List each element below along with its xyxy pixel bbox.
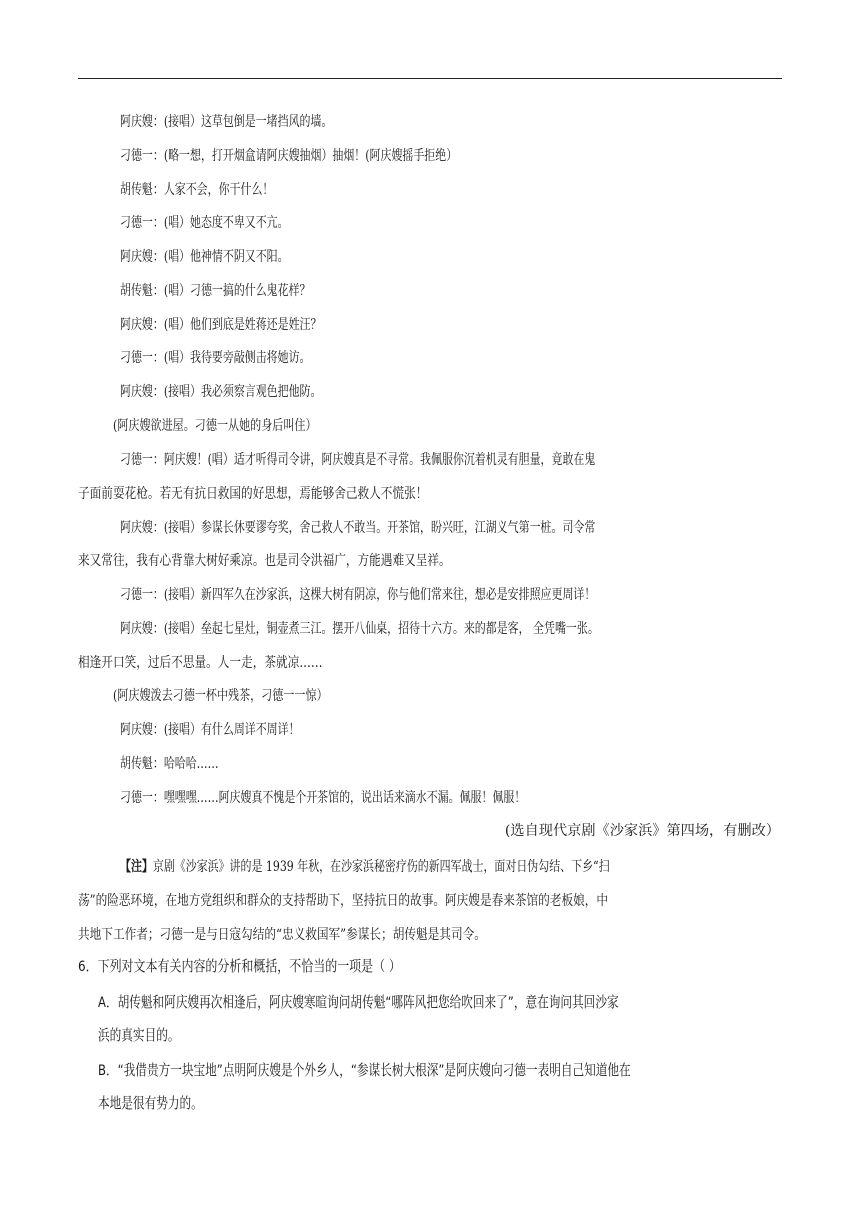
option-a: A．胡传魁和阿庆嫂再次相逢后，阿庆嫂寒暄询问胡传魁“哪阵风把您给吹回来了”，意在询问其回沙家 [98,994,619,1011]
script-line: 阿庆嫂：(接唱）参谋长休要谬夸奖，舍己救人不敢当。开茶馆，盼兴旺，江湖义气第一桩。司令常 [120,520,596,536]
script-line: 相逢开口笑，过后不思量。人一走，茶就凉…… [78,655,323,671]
option-a-continued: 浜的真实目的。 [98,1027,180,1044]
script-line: 刁德一：(唱）我待要旁敲侧击将她访。 [120,350,311,366]
script-line: 阿庆嫂：(唱）他们到底是姓蒋还是姓汪？ [120,317,322,333]
annotation-line [120,857,784,877]
script-line: 刁德一：(唱）她态度不卑又不亢。 [120,215,289,231]
stage-direction: (阿庆嫂泼去刁德一杯中残茶，刁德一一惊） [113,688,328,704]
annotation-line: 荡”的险恶环境，在地方党组织和群众的支持帮助下，坚持抗日的故事。阿庆嫂是春来茶馆的老板娘，中 [78,893,609,909]
annotation-text: 京剧《沙家浜》讲的是 1939 年秋，在沙家浜秘密疗伤的新四军战士，面对日伪勾结、下乡“扫 [152,859,610,875]
script-line: 胡传魁：(唱）刁德一搞的什么鬼花样？ [120,283,311,299]
option-b: B．“我借贵方一块宝地”点明阿庆嫂是个外乡人，“参谋长树大根深”是阿庆嫂向刁德一表明自己知道他在 [98,1062,631,1079]
script-line: 胡传魁：哈哈哈…… [120,756,219,772]
question-stem: 6．下列对文本有关内容的分析和概括，不恰当的一项是（ ） [78,958,401,975]
script-line: 阿庆嫂：(接唱）垒起七星灶，铜壶煮三江。摆开八仙桌，招待十六方。来的都是客， 全凭嘴一张。 [120,621,599,637]
script-line: 刁德一：阿庆嫂！(唱）适才听得司令讲，阿庆嫂真是不寻常。我佩服你沉着机灵有胆量，竟敢在鬼 [120,452,596,468]
annotation-label: 【注】 [120,859,153,875]
script-line: 刁德一：(略一想，打开烟盒请阿庆嫂抽烟）抽烟！(阿庆嫂摇手拒绝） [120,148,458,164]
script-line: 阿庆嫂：(接唱）有什么周详不周详！ [120,722,300,738]
option-b-continued: 本地是很有势力的。 [98,1095,203,1112]
annotation-line: 共地下工作者；刁德一是与日寇勾结的“忠义救国军”参谋长；胡传魁是其司令。 [78,927,486,943]
script-line: 来又常往，我有心背靠大树好乘凉。也是司令洪福广，方能遇难又呈祥。 [78,553,451,569]
script-line: 阿庆嫂：(唱）他神情不阴又不阳。 [120,249,289,265]
stage-direction: (阿庆嫂欲进屋。刁德一从她的身后叫住） [113,418,317,434]
script-line: 刁德一：嘿嘿嘿……阿庆嫂真不愧是个开茶馆的，说出话来滴水不漏。佩服！佩服！ [120,790,526,806]
script-line: 胡传魁：人家不会，你干什么！ [120,182,274,198]
source-citation: (选自现代京剧《沙家浜》第四场，有删改） [504,823,780,839]
script-line: 子面前耍花枪。若无有抗日救国的好思想，焉能够舍己救人不慌张！ [78,486,428,502]
script-line: 阿庆嫂：(接唱）我必须察言观色把他防。 [120,384,322,400]
script-line: 阿庆嫂：(接唱）这草包倒是一堵挡风的墙。 [120,114,333,130]
script-line: 刁德一：(接唱）新四军久在沙家浜，这棵大树有阴凉，你与他们常来往，想必是安排照应更周详！ [120,587,596,603]
header-rule [78,78,782,79]
